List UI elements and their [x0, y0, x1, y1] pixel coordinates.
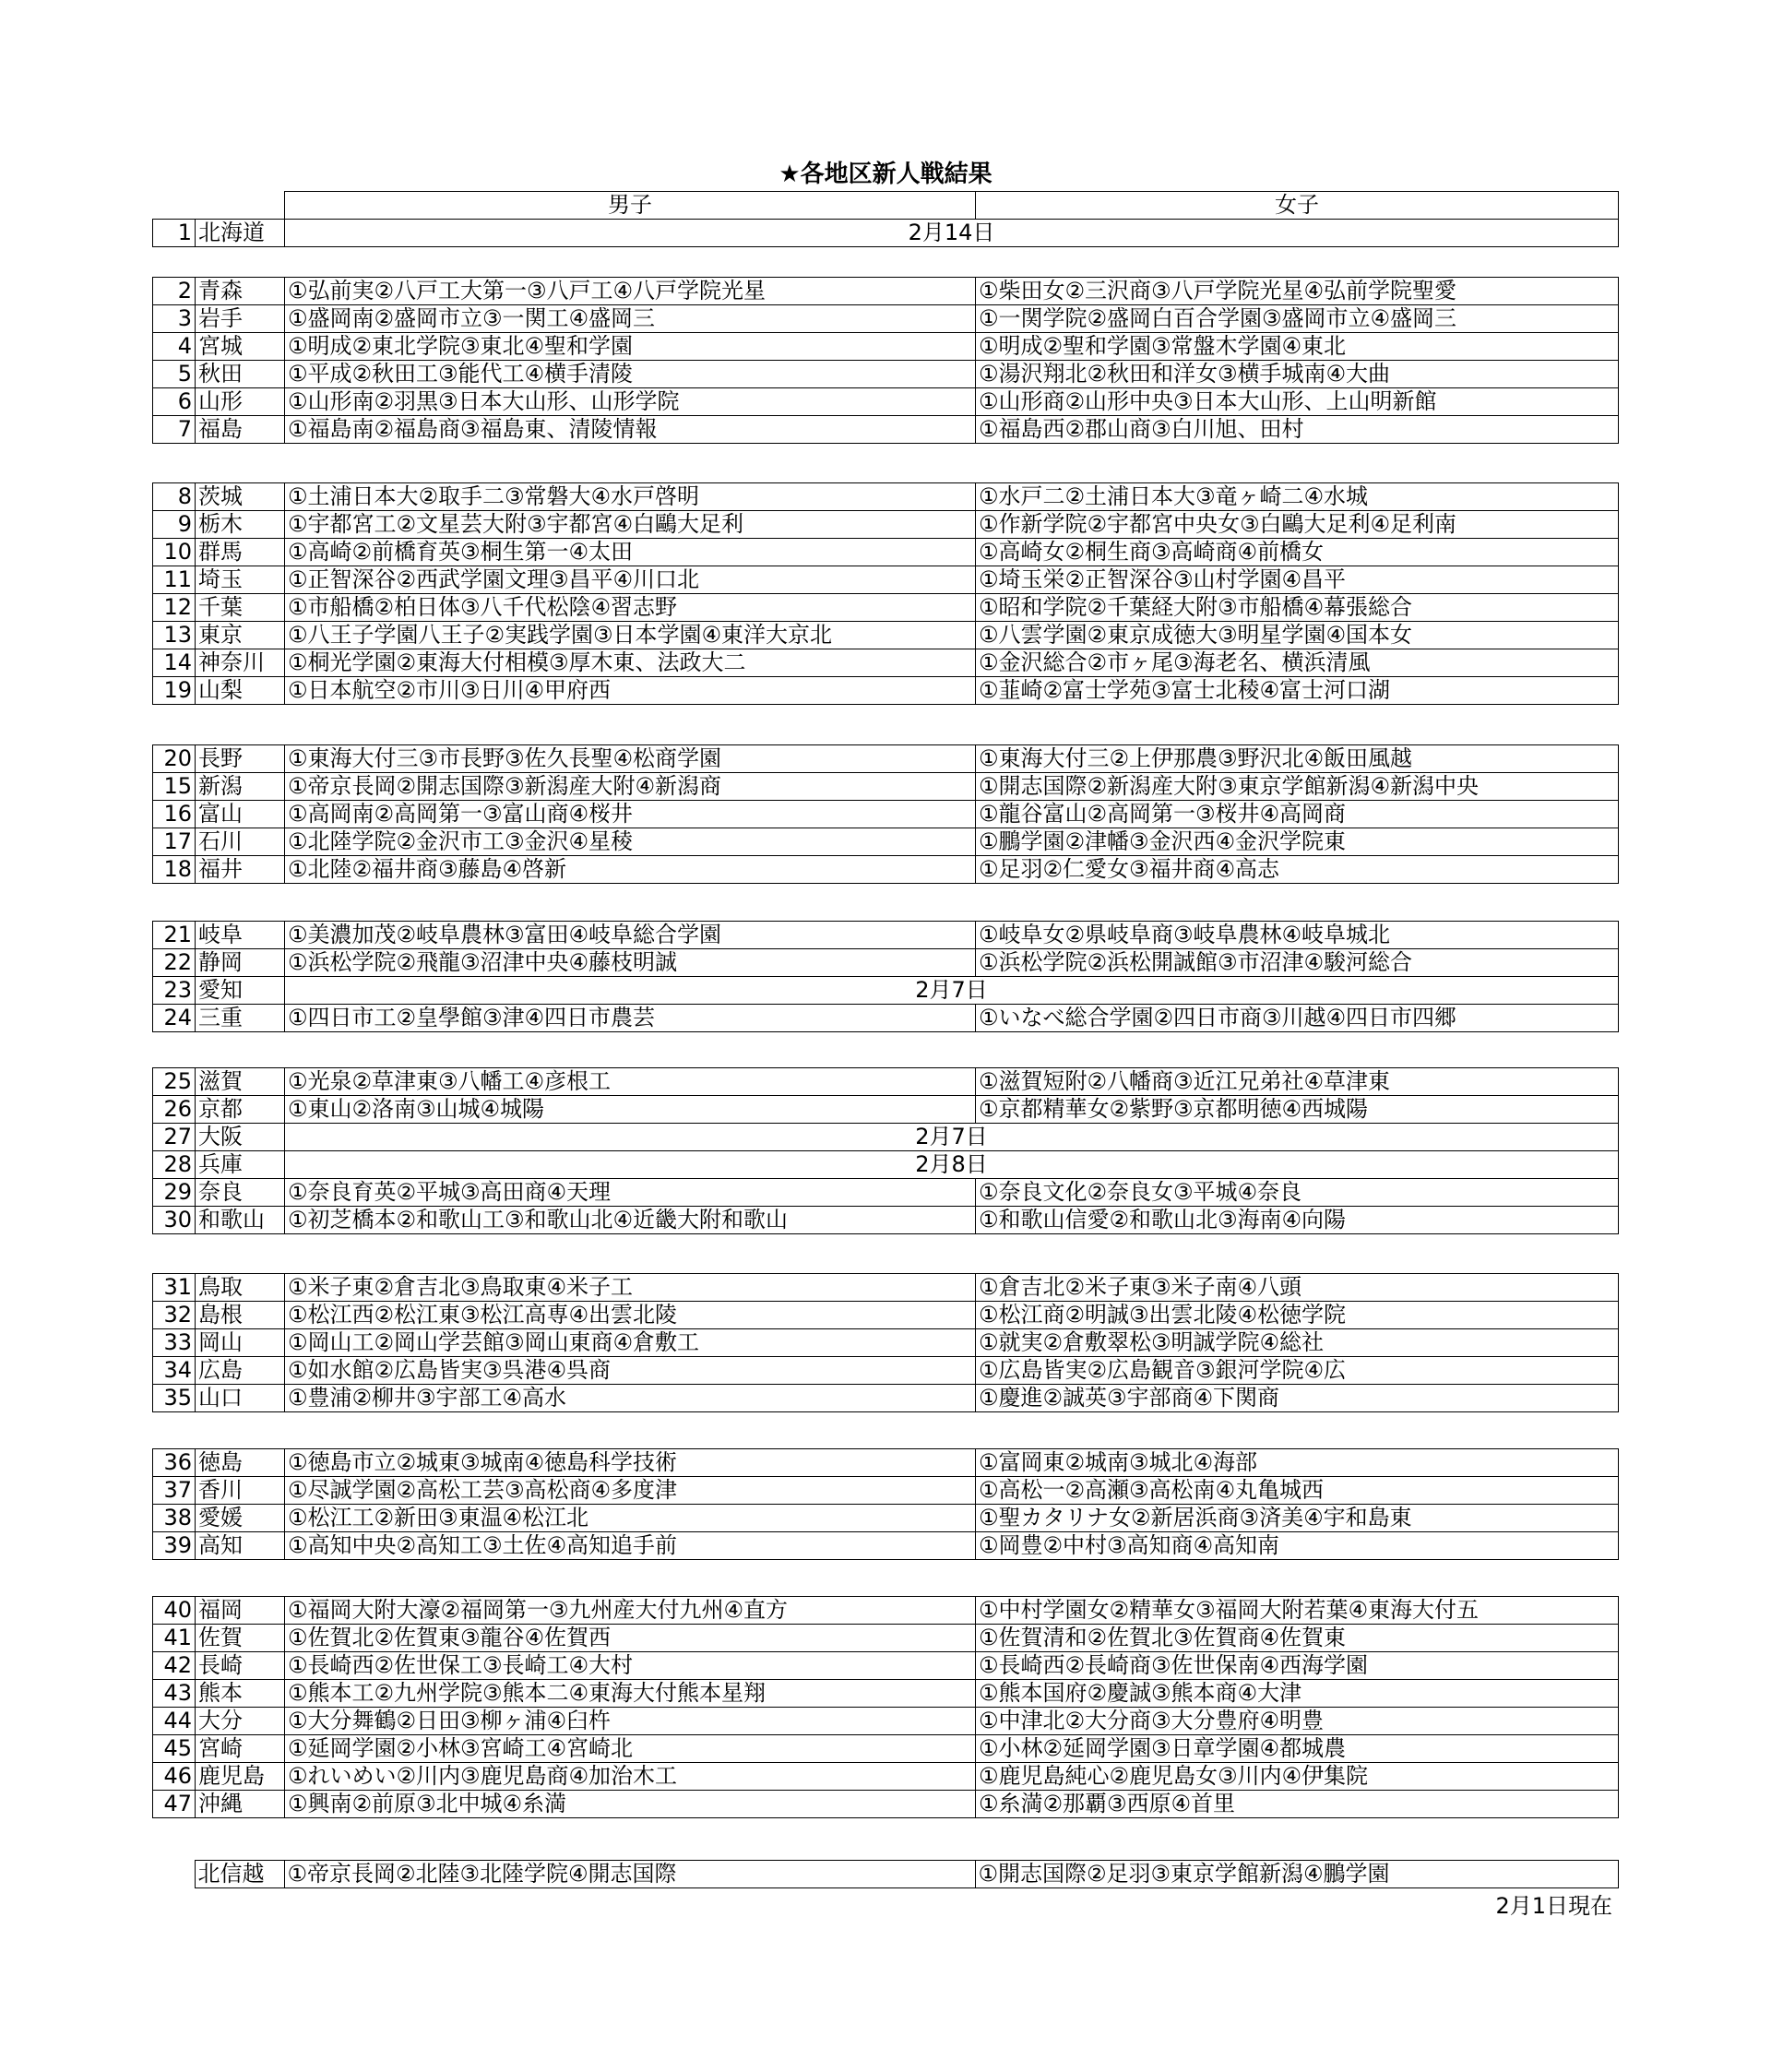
- table-row: [153, 1096, 1619, 1124]
- boys-result: ①山形南②羽黒③日本大山形、山形学院: [285, 388, 976, 416]
- boys-result: ①松江工②新田③東温④松江北: [285, 1505, 976, 1532]
- table-row: [153, 1179, 1619, 1207]
- boys-result: ①興南②前原③北中城④糸満: [285, 1791, 976, 1818]
- girls-result: ①足羽②仁愛女③福井商④高志: [976, 856, 1619, 884]
- girls-result: ①開志国際②新潟産大附③東京学館新潟④新潟中央: [976, 773, 1619, 801]
- row-number: 1: [153, 220, 196, 247]
- boys-result: ①高知中央②高知工③土佐④高知追手前: [285, 1532, 976, 1560]
- row-number: 36: [153, 1449, 196, 1477]
- boys-result: ①れいめい②川内③鹿児島商④加治木工: [285, 1763, 976, 1791]
- boys-result: ①宇都宮工②文星芸大附③宇都宮④白鷗大足利: [285, 511, 976, 539]
- row-number: 6: [153, 388, 196, 416]
- row-number: 23: [153, 977, 196, 1005]
- row-number: 15: [153, 773, 196, 801]
- girls-header: 女子: [976, 192, 1619, 220]
- table-row: [153, 1477, 1619, 1505]
- region-block: [152, 1067, 1619, 1234]
- row-number: 24: [153, 1005, 196, 1032]
- table-row: [153, 483, 1619, 511]
- boys-result: ①福島南②福島商③福島東、清陵情報: [285, 416, 976, 444]
- table-row: [153, 566, 1619, 594]
- row-number: 9: [153, 511, 196, 539]
- boys-result: ①初芝橋本②和歌山工③和歌山北④近畿大附和歌山: [285, 1207, 976, 1234]
- prefecture: 長野: [196, 745, 285, 773]
- prefecture: 高知: [196, 1532, 285, 1560]
- prefecture: 静岡: [196, 949, 285, 977]
- girls-result: ①倉吉北②米子東③米子南④八頭: [976, 1274, 1619, 1302]
- row-number: [152, 1861, 195, 1888]
- boys-result: ①如水館②広島皆実③呉港④呉商: [285, 1357, 976, 1385]
- prefecture: 三重: [196, 1005, 285, 1032]
- row-number: 43: [153, 1680, 196, 1708]
- row-number: 20: [153, 745, 196, 773]
- prefecture: 佐賀: [196, 1625, 285, 1652]
- boys-result: ①尽誠学園②高松工芸③高松商④多度津: [285, 1477, 976, 1505]
- row-number: 42: [153, 1652, 196, 1680]
- prefecture: 鹿児島: [196, 1763, 285, 1791]
- table-row: [153, 856, 1619, 884]
- prefecture: 新潟: [196, 773, 285, 801]
- table-row: [153, 1505, 1619, 1532]
- table-row: [153, 1652, 1619, 1680]
- table-row: [153, 949, 1619, 977]
- prefecture: 北信越: [195, 1861, 284, 1888]
- region-block: [152, 1448, 1619, 1560]
- girls-result: ①開志国際②足羽③東京学館新潟④鵬学園: [975, 1861, 1618, 1888]
- girls-result: ①就実②倉敷翠松③明誠学院④総社: [976, 1329, 1619, 1357]
- boys-result: ①日本航空②市川③日川④甲府西: [285, 677, 976, 705]
- girls-result: ①広島皆実②広島観音③銀河学院④広: [976, 1357, 1619, 1385]
- table-row: [153, 1151, 1619, 1179]
- region-block: [152, 744, 1619, 884]
- prefecture: 山形: [196, 388, 285, 416]
- boys-result: ①明成②東北学院③東北④聖和学園: [285, 333, 976, 361]
- prefecture: 滋賀: [196, 1068, 285, 1096]
- girls-result: ①福島西②郡山商③白川旭、田村: [976, 416, 1619, 444]
- boys-result: ①高岡南②高岡第一③富山商④桜井: [285, 801, 976, 828]
- prefecture: 和歌山: [196, 1207, 285, 1234]
- girls-result: ①東海大付三②上伊那農③野沢北④飯田風越: [976, 745, 1619, 773]
- table-row: [153, 1735, 1619, 1763]
- row-number: 16: [153, 801, 196, 828]
- as-of-date: 2月1日現在: [1495, 1893, 1612, 1919]
- row-number: 37: [153, 1477, 196, 1505]
- prefecture: 秋田: [196, 361, 285, 388]
- table-row: [153, 1302, 1619, 1329]
- girls-result: ①昭和学院②千葉経大附③市船橋④幕張総合: [976, 594, 1619, 622]
- row-number: 31: [153, 1274, 196, 1302]
- prefecture: 神奈川: [196, 649, 285, 677]
- girls-result: ①高崎女②桐生商③高崎商④前橋女: [976, 539, 1619, 566]
- prefecture: 京都: [196, 1096, 285, 1124]
- girls-result: ①慶進②誠英③宇部商④下関商: [976, 1385, 1619, 1412]
- row-number: 33: [153, 1329, 196, 1357]
- girls-result: ①明成②聖和学園③常盤木学園④東北: [976, 333, 1619, 361]
- prefecture: 島根: [196, 1302, 285, 1329]
- girls-result: ①熊本国府②慶誠③熊本商④大津: [976, 1680, 1619, 1708]
- prefecture: 大阪: [196, 1124, 285, 1151]
- row-number: 35: [153, 1385, 196, 1412]
- row-number: 11: [153, 566, 196, 594]
- table-row: [153, 594, 1619, 622]
- girls-result: ①一関学院②盛岡白百合学園③盛岡市立④盛岡三: [976, 305, 1619, 333]
- boys-result: ①美濃加茂②岐阜農林③富田④岐阜総合学園: [285, 922, 976, 949]
- prefecture: 兵庫: [196, 1151, 285, 1179]
- boys-result: ①浜松学院②飛龍③沼津中央④藤枝明誠: [285, 949, 976, 977]
- girls-result: ①埼玉栄②正智深谷③山村学園④昌平: [976, 566, 1619, 594]
- row-number: 40: [153, 1597, 196, 1625]
- row-number: 13: [153, 622, 196, 649]
- boys-result: ①高崎②前橋育英③桐生第一④太田: [285, 539, 976, 566]
- table-row: [153, 1124, 1619, 1151]
- table-row: [153, 511, 1619, 539]
- prefecture: 東京: [196, 622, 285, 649]
- girls-result: ①湯沢翔北②秋田和洋女③横手城南④大曲: [976, 361, 1619, 388]
- region-block: [152, 1273, 1619, 1412]
- boys-header: 男子: [285, 192, 976, 220]
- region-block: [152, 482, 1619, 705]
- girls-result: ①佐賀清和②佐賀北③佐賀商④佐賀東: [976, 1625, 1619, 1652]
- girls-result: ①滋賀短附②八幡商③近江兄弟社④草津東: [976, 1068, 1619, 1096]
- table-row: [152, 1861, 1618, 1888]
- boys-result: ①桐光学園②東海大付相模③厚木東、法政大二: [285, 649, 976, 677]
- row-number: 45: [153, 1735, 196, 1763]
- prefecture: 山口: [196, 1385, 285, 1412]
- boys-result: ①土浦日本大②取手二③常磐大④水戸啓明: [285, 483, 976, 511]
- table-row: [153, 1274, 1619, 1302]
- row-number: 39: [153, 1532, 196, 1560]
- girls-result: ①中津北②大分商③大分豊府④明豊: [976, 1708, 1619, 1735]
- prefecture: 愛媛: [196, 1505, 285, 1532]
- boys-result: ①四日市工②皇學館③津④四日市農芸: [285, 1005, 976, 1032]
- boys-result: ①岡山工②岡山学芸館③岡山東商④倉敷工: [285, 1329, 976, 1357]
- prefecture: 福岡: [196, 1597, 285, 1625]
- boys-result: ①平成②秋田工③能代工④横手清陵: [285, 361, 976, 388]
- prefecture: 埼玉: [196, 566, 285, 594]
- boys-result: ①徳島市立②城東③城南④徳島科学技術: [285, 1449, 976, 1477]
- girls-result: ①金沢総合②市ヶ尾③海老名、横浜清風: [976, 649, 1619, 677]
- region-block: [152, 191, 1619, 247]
- prefecture: 北海道: [196, 220, 285, 247]
- table-row: [153, 333, 1619, 361]
- row-number: 41: [153, 1625, 196, 1652]
- date-note: 2月14日: [285, 220, 1619, 247]
- row-number: 32: [153, 1302, 196, 1329]
- table-row: [153, 1385, 1619, 1412]
- girls-result: ①浜松学院②浜松開誠館③市沼津④駿河総合: [976, 949, 1619, 977]
- table-row: [153, 388, 1619, 416]
- row-number: 29: [153, 1179, 196, 1207]
- boys-result: ①光泉②草津東③八幡工④彦根工: [285, 1068, 976, 1096]
- row-number: 46: [153, 1763, 196, 1791]
- girls-result: ①糸満②那覇③西原④首里: [976, 1791, 1619, 1818]
- girls-result: ①韮崎②富士学苑③富士北稜④富士河口湖: [976, 677, 1619, 705]
- prefecture: 奈良: [196, 1179, 285, 1207]
- boys-result: ①松江西②松江東③松江高専④出雲北陵: [285, 1302, 976, 1329]
- boys-result: ①熊本工②九州学院③熊本二④東海大付熊本星翔: [285, 1680, 976, 1708]
- prefecture: 茨城: [196, 483, 285, 511]
- table-row: [153, 305, 1619, 333]
- row-number: 34: [153, 1357, 196, 1385]
- boys-result: ①正智深谷②西武学園文理③昌平④川口北: [285, 566, 976, 594]
- page-title: ★各地区新人戦結果: [779, 161, 992, 188]
- row-number: 22: [153, 949, 196, 977]
- boys-result: ①長崎西②佐世保工③長崎工④大村: [285, 1652, 976, 1680]
- boys-result: ①米子東②倉吉北③鳥取東④米子工: [285, 1274, 976, 1302]
- row-number: 19: [153, 677, 196, 705]
- header-row: [153, 192, 1619, 220]
- boys-result: ①大分舞鶴②日田③柳ヶ浦④臼杵: [285, 1708, 976, 1735]
- table-row: [153, 801, 1619, 828]
- row-number: 47: [153, 1791, 196, 1818]
- girls-result: ①高松一②高瀬③高松南④丸亀城西: [976, 1477, 1619, 1505]
- girls-result: ①奈良文化②奈良女③平城④奈良: [976, 1179, 1619, 1207]
- prefecture: 鳥取: [196, 1274, 285, 1302]
- row-number: 7: [153, 416, 196, 444]
- girls-result: ①小林②延岡学園③日章学園④都城農: [976, 1735, 1619, 1763]
- prefecture: 栃木: [196, 511, 285, 539]
- prefecture: 群馬: [196, 539, 285, 566]
- table-row: [153, 977, 1619, 1005]
- table-row: [153, 1763, 1619, 1791]
- table-row: [153, 220, 1619, 247]
- header-blank: [153, 192, 285, 220]
- table-row: [153, 773, 1619, 801]
- row-number: 26: [153, 1096, 196, 1124]
- row-number: 18: [153, 856, 196, 884]
- row-number: 21: [153, 922, 196, 949]
- boys-result: ①北陸②福井商③藤島④啓新: [285, 856, 976, 884]
- row-number: 25: [153, 1068, 196, 1096]
- prefecture: 長崎: [196, 1652, 285, 1680]
- prefecture: 福井: [196, 856, 285, 884]
- girls-result: ①岡豊②中村③高知商④高知南: [976, 1532, 1619, 1560]
- boys-result: ①延岡学園②小林③宮崎工④宮崎北: [285, 1735, 976, 1763]
- prefecture: 宮城: [196, 333, 285, 361]
- table-row: [153, 1357, 1619, 1385]
- row-number: 38: [153, 1505, 196, 1532]
- table-row: [153, 539, 1619, 566]
- table-row: [153, 677, 1619, 705]
- row-number: 12: [153, 594, 196, 622]
- prefecture: 青森: [196, 278, 285, 305]
- girls-result: ①岐阜女②県岐阜商③岐阜農林④岐阜城北: [976, 922, 1619, 949]
- girls-result: ①龍谷富山②高岡第一③桜井④高岡商: [976, 801, 1619, 828]
- prefecture: 宮崎: [196, 1735, 285, 1763]
- girls-result: ①松江商②明誠③出雲北陵④松徳学院: [976, 1302, 1619, 1329]
- table-row: [153, 1449, 1619, 1477]
- boys-result: ①帝京長岡②開志国際③新潟産大附④新潟商: [285, 773, 976, 801]
- row-number: 27: [153, 1124, 196, 1151]
- boys-result: ①佐賀北②佐賀東③龍谷④佐賀西: [285, 1625, 976, 1652]
- date-note: 2月8日: [285, 1151, 1619, 1179]
- table-row: [153, 278, 1619, 305]
- date-note: 2月7日: [285, 977, 1619, 1005]
- table-row: [153, 1597, 1619, 1625]
- row-number: 8: [153, 483, 196, 511]
- boys-result: ①弘前実②八戸工大第一③八戸工④八戸学院光星: [285, 278, 976, 305]
- table-row: [153, 745, 1619, 773]
- girls-result: ①水戸二②土浦日本大③竜ヶ崎二④水城: [976, 483, 1619, 511]
- girls-result: ①京都精華女②紫野③京都明徳④西城陽: [976, 1096, 1619, 1124]
- prefecture: 岐阜: [196, 922, 285, 949]
- girls-result: ①聖カタリナ女②新居浜商③済美④宇和島東: [976, 1505, 1619, 1532]
- row-number: 44: [153, 1708, 196, 1735]
- boys-result: ①市船橋②柏日体③八千代松陰④習志野: [285, 594, 976, 622]
- girls-result: ①柴田女②三沢商③八戸学院光星④弘前学院聖愛: [976, 278, 1619, 305]
- table-row: [153, 1532, 1619, 1560]
- date-note: 2月7日: [285, 1124, 1619, 1151]
- boys-result: ①奈良育英②平城③高田商④天理: [285, 1179, 976, 1207]
- prefecture: 山梨: [196, 677, 285, 705]
- table-row: [153, 1207, 1619, 1234]
- girls-result: ①鵬学園②津幡③金沢西④金沢学院東: [976, 828, 1619, 856]
- region-block: [152, 1860, 1619, 1888]
- girls-result: ①長崎西②長崎商③佐世保南④西海学園: [976, 1652, 1619, 1680]
- boys-result: ①北陸学院②金沢市工③金沢④星稜: [285, 828, 976, 856]
- girls-result: ①いなべ総合学園②四日市商③川越④四日市四郷: [976, 1005, 1619, 1032]
- table-row: [153, 361, 1619, 388]
- boys-result: ①福岡大附大濠②福岡第一③九州産大付九州④直方: [285, 1597, 976, 1625]
- table-row: [153, 828, 1619, 856]
- row-number: 3: [153, 305, 196, 333]
- table-row: [153, 1625, 1619, 1652]
- prefecture: 大分: [196, 1708, 285, 1735]
- table-row: [153, 1068, 1619, 1096]
- row-number: 4: [153, 333, 196, 361]
- boys-result: ①東海大付三③市長野③佐久長聖④松商学園: [285, 745, 976, 773]
- girls-result: ①富岡東②城南③城北④海部: [976, 1449, 1619, 1477]
- prefecture: 福島: [196, 416, 285, 444]
- row-number: 2: [153, 278, 196, 305]
- table-row: [153, 1708, 1619, 1735]
- boys-result: ①八王子学園八王子②実践学園③日本学園④東洋大京北: [285, 622, 976, 649]
- prefecture: 千葉: [196, 594, 285, 622]
- table-row: [153, 1791, 1619, 1818]
- table-row: [153, 1680, 1619, 1708]
- row-number: 17: [153, 828, 196, 856]
- region-block: [152, 277, 1619, 444]
- row-number: 30: [153, 1207, 196, 1234]
- prefecture: 香川: [196, 1477, 285, 1505]
- table-row: [153, 1329, 1619, 1357]
- row-number: 10: [153, 539, 196, 566]
- prefecture: 富山: [196, 801, 285, 828]
- row-number: 5: [153, 361, 196, 388]
- prefecture: 沖縄: [196, 1791, 285, 1818]
- table-row: [153, 1005, 1619, 1032]
- boys-result: ①盛岡南②盛岡市立③一関工④盛岡三: [285, 305, 976, 333]
- prefecture: 熊本: [196, 1680, 285, 1708]
- boys-result: ①帝京長岡②北陸③北陸学院④開志国際: [284, 1861, 975, 1888]
- prefecture: 石川: [196, 828, 285, 856]
- prefecture: 岩手: [196, 305, 285, 333]
- prefecture: 広島: [196, 1357, 285, 1385]
- row-number: 28: [153, 1151, 196, 1179]
- boys-result: ①豊浦②柳井③宇部工④高水: [285, 1385, 976, 1412]
- girls-result: ①中村学園女②精華女③福岡大附若葉④東海大付五: [976, 1597, 1619, 1625]
- girls-result: ①和歌山信愛②和歌山北③海南④向陽: [976, 1207, 1619, 1234]
- table-row: [153, 622, 1619, 649]
- prefecture: 岡山: [196, 1329, 285, 1357]
- table-row: [153, 649, 1619, 677]
- girls-result: ①作新学院②宇都宮中央女③白鷗大足利④足利南: [976, 511, 1619, 539]
- prefecture: 徳島: [196, 1449, 285, 1477]
- boys-result: ①東山②洛南③山城④城陽: [285, 1096, 976, 1124]
- girls-result: ①山形商②山形中央③日本大山形、上山明新館: [976, 388, 1619, 416]
- row-number: 14: [153, 649, 196, 677]
- girls-result: ①八雲学園②東京成徳大③明星学園④国本女: [976, 622, 1619, 649]
- prefecture: 愛知: [196, 977, 285, 1005]
- region-block: [152, 1596, 1619, 1818]
- table-row: [153, 416, 1619, 444]
- region-block: [152, 921, 1619, 1032]
- girls-result: ①鹿児島純心②鹿児島女③川内④伊集院: [976, 1763, 1619, 1791]
- table-row: [153, 922, 1619, 949]
